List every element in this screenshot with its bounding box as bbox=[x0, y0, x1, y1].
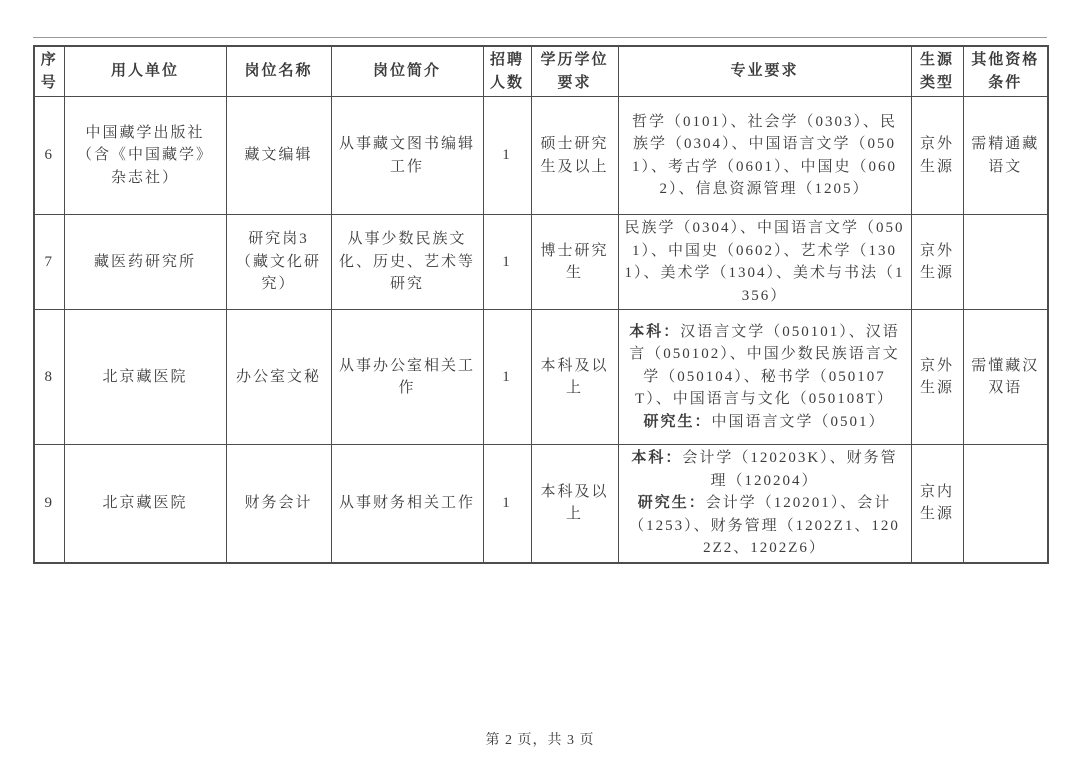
col-header-employer: 用人单位 bbox=[64, 46, 226, 97]
cell-employer: 北京藏医院 bbox=[64, 310, 226, 445]
page-number: 第 2 页，共 3 页 bbox=[485, 733, 595, 748]
header-row bbox=[34, 46, 1048, 97]
cell-other-conditions: 需懂藏汉双语 bbox=[963, 310, 1048, 445]
table-row bbox=[34, 215, 1048, 310]
cell-employer: 北京藏医院 bbox=[64, 445, 226, 563]
cell-education: 硕士研究生及以上 bbox=[531, 97, 618, 215]
cell-employer: 中国藏学出版社（含《中国藏学》杂志社） bbox=[64, 97, 226, 215]
cell-education: 本科及以上 bbox=[531, 445, 618, 563]
table-row bbox=[34, 310, 1048, 445]
previous-table-edge-line bbox=[33, 37, 1047, 38]
table-header bbox=[34, 46, 1048, 97]
cell-serial: 6 bbox=[34, 97, 64, 215]
recruitment-table bbox=[33, 45, 1049, 564]
cell-position: 藏文编辑 bbox=[226, 97, 331, 215]
cell-description: 从事藏文图书编辑工作 bbox=[331, 97, 483, 215]
cell-position: 财务会计 bbox=[226, 445, 331, 563]
cell-position: 办公室文秘 bbox=[226, 310, 331, 445]
cell-source-type: 京外生源 bbox=[911, 97, 963, 215]
cell-other-conditions bbox=[963, 445, 1048, 563]
cell-education: 本科及以上 bbox=[531, 310, 618, 445]
table-body bbox=[34, 97, 1048, 563]
cell-majors: 本科：汉语言文学（050101）、汉语言（050102）、中国少数民族语言文学（050104）、秘书学（050107T）、中国语言与文化（050108T） 研究生：中国语言文学（0501） bbox=[618, 310, 911, 445]
cell-headcount: 1 bbox=[483, 445, 531, 563]
cell-headcount: 1 bbox=[483, 310, 531, 445]
cell-serial: 9 bbox=[34, 445, 64, 563]
col-header-other-conditions: 其他资格条件 bbox=[963, 46, 1048, 97]
col-header-serial: 序号 bbox=[34, 46, 64, 97]
cell-education: 博士研究生 bbox=[531, 215, 618, 310]
col-header-majors: 专业要求 bbox=[618, 46, 911, 97]
cell-headcount: 1 bbox=[483, 215, 531, 310]
col-header-description: 岗位简介 bbox=[331, 46, 483, 97]
cell-source-type: 京外生源 bbox=[911, 215, 963, 310]
cell-serial: 7 bbox=[34, 215, 64, 310]
cell-position: 研究岗3（藏文化研究） bbox=[226, 215, 331, 310]
table-row bbox=[34, 445, 1048, 563]
table-row bbox=[34, 97, 1048, 215]
cell-headcount: 1 bbox=[483, 97, 531, 215]
col-header-source-type: 生源类型 bbox=[911, 46, 963, 97]
cell-other-conditions bbox=[963, 215, 1048, 310]
cell-source-type: 京内生源 bbox=[911, 445, 963, 563]
cell-majors: 哲学（0101）、社会学（0303）、民族学（0304）、中国语言文学（0501）、考古学（0601）、中国史（0602）、信息资源管理（1205） bbox=[618, 97, 911, 215]
cell-description: 从事财务相关工作 bbox=[331, 445, 483, 563]
col-header-education: 学历学位要求 bbox=[531, 46, 618, 97]
cell-serial: 8 bbox=[34, 310, 64, 445]
cell-employer: 藏医药研究所 bbox=[64, 215, 226, 310]
cell-description: 从事少数民族文化、历史、艺术等研究 bbox=[331, 215, 483, 310]
cell-majors: 本科：会计学（120203K）、财务管理（120204） 研究生：会计学（120201）、会计（1253）、财务管理（1202Z1、1202Z2、1202Z6） bbox=[618, 445, 911, 563]
cell-majors: 民族学（0304）、中国语言文学（0501）、中国史（0602）、艺术学（1301）、美术学（1304）、美术与书法（1356） bbox=[618, 215, 911, 310]
cell-other-conditions: 需精通藏语文 bbox=[963, 97, 1048, 215]
col-header-headcount: 招聘人数 bbox=[483, 46, 531, 97]
cell-description: 从事办公室相关工作 bbox=[331, 310, 483, 445]
cell-source-type: 京外生源 bbox=[911, 310, 963, 445]
col-header-position: 岗位名称 bbox=[226, 46, 331, 97]
